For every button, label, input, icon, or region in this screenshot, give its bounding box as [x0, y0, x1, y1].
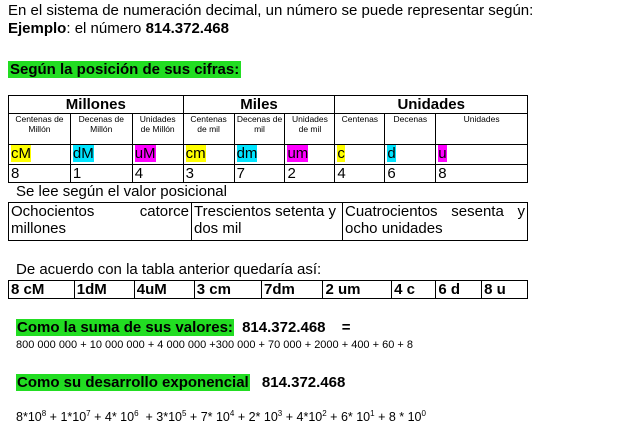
abbrev-label: cM	[11, 145, 31, 162]
exponential-expression	[16, 410, 426, 424]
read-label: Se lee según el valor posicional	[16, 183, 227, 200]
digit-cell: 8	[436, 165, 528, 183]
exp-number: 814.372.468	[261, 374, 346, 391]
read-millions: Ochocientos catorce millones	[9, 203, 192, 241]
place-name-cell: Unidades	[436, 114, 528, 145]
exp-term	[297, 410, 341, 424]
place-name-cell: Centenas de mil	[183, 114, 234, 145]
abbrev-cell	[335, 145, 385, 165]
group-millones: Millones	[9, 96, 184, 114]
abbrev-label: u	[438, 145, 447, 162]
group-miles: Miles	[183, 96, 335, 114]
place-name-cell: Unidades de mil	[285, 114, 335, 145]
exp-separator: +	[326, 410, 341, 424]
exp-exponent: 4	[229, 408, 235, 418]
abbrev-cell	[234, 145, 285, 165]
sum-number: 814.372.468	[242, 319, 326, 336]
exp-separator: +	[282, 410, 297, 424]
place-value-table	[8, 95, 528, 183]
exp-heading: Como su desarrollo exponencial	[17, 374, 249, 391]
exp-base: 3*10	[156, 410, 182, 424]
exp-term	[105, 410, 156, 424]
exp-separator: +	[374, 410, 389, 424]
exp-term	[201, 410, 249, 424]
abbrev-cell	[70, 145, 132, 165]
exp-exponent: 1	[370, 408, 375, 418]
abbrev-row	[9, 145, 528, 165]
abbrev-label: dM	[72, 145, 94, 162]
exp-separator: +	[186, 410, 201, 424]
digit-cell: 7	[234, 165, 285, 183]
exp-exponent: 0	[421, 408, 426, 418]
exp-exponent: 2	[322, 408, 327, 418]
summary-cell: 8 cM	[9, 281, 75, 299]
abbrev-cell	[183, 145, 234, 165]
exp-separator: +	[138, 410, 157, 424]
exp-base: 2* 10	[248, 410, 278, 424]
sum-equals: =	[341, 319, 351, 336]
digit-cell: 8	[9, 165, 71, 183]
sum-heading-line	[16, 319, 350, 336]
place-name-cell: Centenas de Millón	[9, 114, 71, 145]
exp-term	[341, 410, 389, 424]
place-name-cell: Unidades de Millón	[132, 114, 183, 145]
example-line	[8, 20, 229, 37]
summary-cell: 4 c	[392, 281, 436, 299]
table-label: De acuerdo con la tabla anterior quedaría así:	[16, 261, 322, 278]
exp-heading-line	[16, 374, 345, 391]
example-text: : el número	[66, 20, 146, 37]
digit-cell: 4	[132, 165, 183, 183]
summary-cell: 7dm	[262, 281, 323, 299]
abbrev-cell	[285, 145, 335, 165]
group-unidades: Unidades	[335, 96, 528, 114]
abbrev-label: um	[287, 145, 309, 162]
summary-cell: 1dM	[74, 281, 134, 299]
sum-heading: Como la suma de sus valores:	[17, 319, 233, 336]
summary-cell: 6 d	[436, 281, 482, 299]
abbrev-label: dm	[236, 145, 258, 162]
intro-text: En el sistema de numeración decimal, un número se puede representar según:	[8, 2, 534, 19]
abbrev-label: uM	[134, 145, 156, 162]
exp-exponent: 6	[134, 408, 139, 418]
summary-cell: 4uM	[134, 281, 194, 299]
exp-term	[60, 410, 104, 424]
exp-term	[156, 410, 200, 424]
exp-term	[389, 410, 426, 424]
reading-table	[8, 202, 528, 241]
place-names-row	[9, 114, 528, 145]
section-position-heading: Según la posición de sus cifras:	[10, 61, 240, 78]
exp-base: 4*10	[296, 410, 323, 424]
exp-term	[16, 410, 60, 424]
exp-base: 8 * 10	[388, 410, 422, 424]
summary-table	[8, 280, 528, 299]
read-thousands: Trescientos setenta y dos mil	[192, 203, 343, 241]
exp-exponent: 8	[41, 408, 47, 418]
digit-cell: 3	[183, 165, 234, 183]
summary-cell: 3 cm	[194, 281, 261, 299]
exp-base: 7* 10	[200, 410, 230, 424]
summary-cell: 2 um	[323, 281, 392, 299]
abbrev-label: cm	[185, 145, 206, 162]
summary-cell: 8 u	[482, 281, 528, 299]
abbrev-cell	[436, 145, 528, 165]
exp-base: 6* 10	[340, 410, 371, 424]
exp-separator: +	[46, 410, 61, 424]
exp-exponent: 7	[86, 408, 91, 418]
exp-base: 8*10	[16, 410, 42, 424]
abbrev-cell	[385, 145, 436, 165]
abbrev-label: d	[387, 145, 396, 162]
exp-exponent: 3	[277, 408, 283, 418]
digit-row	[9, 165, 528, 183]
sum-expression: 800 000 000 + 10 000 000 + 4 000 000 +300 000 + 70 000 + 2000 + 400 + 60 + 8	[16, 339, 413, 351]
example-label: Ejemplo	[8, 20, 67, 37]
exp-separator: +	[234, 410, 249, 424]
place-name-cell: Centenas	[335, 114, 385, 145]
exp-separator: +	[90, 410, 105, 424]
example-number: 814.372.468	[145, 20, 229, 37]
digit-cell: 4	[335, 165, 385, 183]
digit-cell: 1	[70, 165, 132, 183]
exp-exponent: 5	[181, 408, 187, 418]
read-units: Cuatrocientos sesenta y ocho unidades	[343, 203, 528, 241]
abbrev-cell	[132, 145, 183, 165]
place-name-cell: Decenas de mil	[234, 114, 285, 145]
place-name-cell: Decenas	[385, 114, 436, 145]
abbrev-cell	[9, 145, 71, 165]
digit-cell: 6	[385, 165, 436, 183]
digit-cell: 2	[285, 165, 335, 183]
abbrev-label: c	[337, 145, 345, 162]
summary-row	[9, 281, 528, 299]
exp-base: 4* 10	[104, 410, 135, 424]
exp-base: 1*10	[60, 410, 87, 424]
place-name-cell: Decenas de Millón	[70, 114, 132, 145]
exp-term	[249, 410, 297, 424]
